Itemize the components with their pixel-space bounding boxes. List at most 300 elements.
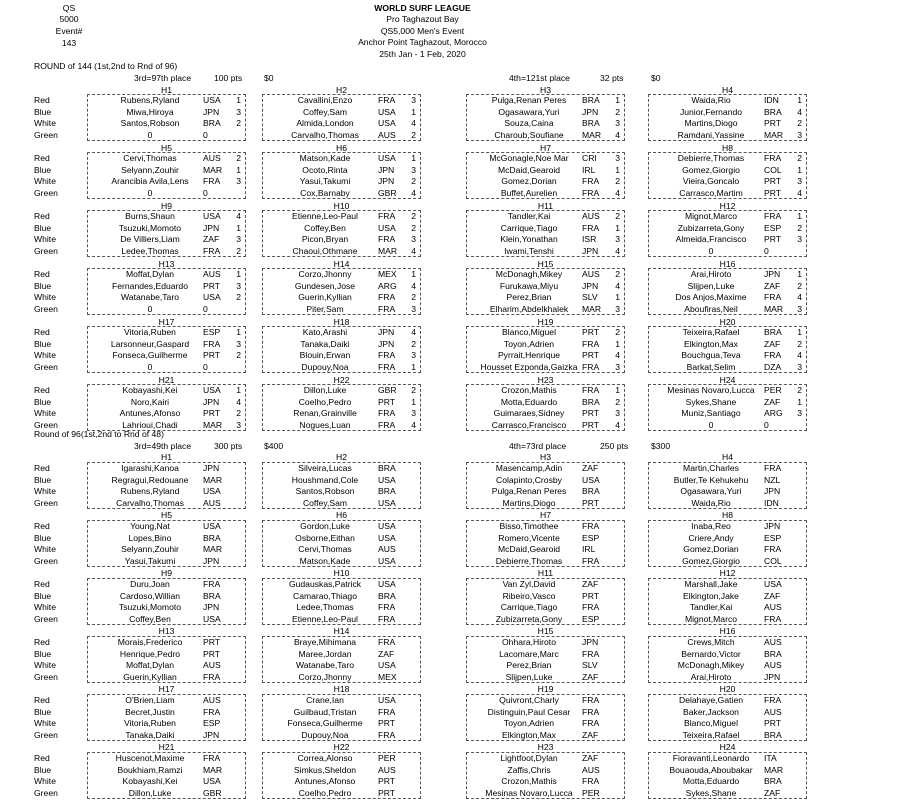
surfer-country: USA	[764, 579, 782, 589]
jersey-color-label: White	[34, 176, 56, 186]
surfer-name: Mesinas Novaro,Lucca	[667, 385, 755, 395]
surfer-name: Vitoria,Ruben	[124, 327, 176, 337]
surfer-name: Lopes,Bino	[128, 532, 172, 543]
surfer-country: FRA	[378, 637, 396, 647]
surfer-country: ZAF	[582, 729, 599, 740]
surfer-country: USA	[378, 118, 396, 128]
surfer-place: 2	[411, 129, 416, 140]
surfer-place: 1	[411, 269, 416, 279]
surfer-name: Coelho,Pedro	[298, 787, 352, 798]
surfer-name: Igarashi,Kanoa	[121, 463, 179, 473]
jersey-color-label: Blue	[34, 396, 52, 407]
heat-number: H17	[158, 684, 175, 694]
surfer-place: 1	[797, 211, 802, 221]
surfer-place: 4	[615, 350, 620, 360]
heat-number: H15	[537, 626, 554, 636]
surfer-place: 4	[797, 106, 802, 117]
surfer-country: BRA	[378, 486, 396, 496]
surfer-place: 1	[236, 164, 241, 175]
surfer-place: 3	[615, 234, 620, 244]
surfer-place: 4	[615, 419, 620, 430]
surfer-name: Slijpen,Luke	[687, 280, 735, 291]
surfer-country: AUS	[764, 637, 782, 647]
surfer-name: Camarao,Thiago	[292, 590, 357, 601]
surfer-place: 4	[411, 327, 416, 337]
surfer-country: FRA	[378, 419, 396, 430]
surfer-country: USA	[203, 385, 221, 395]
surfer-place: 1	[411, 106, 416, 117]
surfer-name: Baker,Jackson	[683, 706, 739, 717]
event-line-1: QS5,000 Men's Event	[380, 25, 465, 36]
surfer-name: Martins,Diogo	[684, 118, 738, 128]
surfer-name: Colapinto,Crosby	[496, 474, 562, 485]
surfer-name: Slijpen,Luke	[505, 671, 553, 682]
surfer-name: Almeida,Francisco	[675, 234, 747, 244]
surfer-place: 2	[797, 280, 802, 291]
surfer-place: 4	[615, 245, 620, 256]
surfer-place: 1	[615, 292, 620, 302]
third-place-label: 3rd=49th place	[134, 441, 192, 451]
surfer-country: IRL	[582, 164, 596, 175]
heat-number: H3	[540, 85, 551, 95]
heat-number: H9	[161, 201, 172, 211]
surfer-name: Muniz,Santiago	[681, 408, 741, 418]
surfer-name: Miwa,Hiroya	[126, 106, 174, 117]
surfer-country: JPN	[378, 327, 395, 337]
surfer-country: AUS	[378, 764, 396, 775]
surfer-place: 3	[797, 361, 802, 372]
third-place-points: 100 pts	[214, 73, 243, 83]
surfer-name: Yasui,Takumi	[124, 555, 176, 566]
surfer-country: FRA	[582, 222, 600, 233]
surfer-name: Etienne,Leo-Paul	[292, 211, 358, 221]
surfer-country: FRA	[378, 303, 396, 314]
heat-number: H23	[537, 375, 554, 385]
surfer-name: Sykes,Shane	[685, 787, 737, 798]
surfer-country: USA	[378, 521, 396, 531]
surfer-country: JPN	[203, 106, 220, 117]
jersey-color-label: Green	[34, 671, 58, 682]
heat-number: H24	[719, 742, 736, 752]
surfer-country: AUS	[203, 269, 221, 279]
surfer-name: Pulga,Renan Peres	[491, 95, 567, 105]
surfer-country: MAR	[582, 129, 602, 140]
jersey-color-label: Blue	[34, 474, 52, 485]
surfer-name: Ribeiro,Vasco	[502, 590, 556, 601]
surfer-country: BRA	[582, 118, 600, 128]
surfer-name: Blanco,Miguel	[502, 327, 556, 337]
surfer-country: GBR	[378, 187, 397, 198]
surfer-country: IRL	[582, 544, 596, 554]
surfer-place: 4	[411, 419, 416, 430]
jersey-color-label: White	[34, 292, 56, 302]
surfer-name: Masencamp,Adin	[495, 463, 563, 473]
surfer-country: USA	[203, 521, 221, 531]
surfer-name: Souza,Caina	[504, 118, 554, 128]
surfer-country: JPN	[378, 164, 395, 175]
heat-number: H14	[333, 626, 350, 636]
surfer-country: FRA	[378, 292, 396, 302]
surfer-country: ZAF	[764, 280, 781, 291]
surfer-country: JPN	[764, 269, 781, 279]
jersey-color-label: Red	[34, 463, 50, 473]
surfer-name: Carrasco,Francisco	[491, 419, 567, 430]
surfer-name: 0	[708, 419, 714, 430]
surfer-name: Cardoso,Willian	[119, 590, 181, 601]
surfer-country: BRA	[203, 118, 221, 128]
surfer-place: 3	[236, 234, 241, 244]
surfer-name: Dupouy,Noa	[301, 729, 349, 740]
surfer-country: PRT	[582, 497, 600, 508]
surfer-country: CRI	[582, 153, 597, 163]
surfer-country: BRA	[582, 396, 600, 407]
surfer-country: PRT	[764, 118, 782, 128]
heat-number: H23	[537, 742, 554, 752]
surfer-country: PRT	[764, 234, 782, 244]
surfer-country: JPN	[378, 338, 395, 349]
surfer-country: PRT	[203, 408, 221, 418]
surfer-place: 3	[615, 118, 620, 128]
surfer-country: IDN	[764, 497, 779, 508]
surfer-name: McDonagh,Mikey	[677, 660, 745, 670]
surfer-name: Zaffis,Chris	[507, 764, 551, 775]
surfer-country: BRA	[582, 95, 600, 105]
surfer-country: ISR	[582, 234, 597, 244]
surfer-country: MEX	[378, 671, 397, 682]
surfer-name: Marshall,Jake	[684, 579, 738, 589]
surfer-country: FRA	[764, 544, 782, 554]
surfer-country: FRA	[582, 718, 600, 728]
heat-number: H2	[336, 452, 347, 462]
surfer-name: Moffat,Dylan	[125, 660, 175, 670]
heat-number: H7	[540, 510, 551, 520]
surfer-name: Motta,Eduardo	[500, 396, 558, 407]
surfer-country: MAR	[203, 544, 223, 554]
surfer-name: Boukhiam,Ramzi	[117, 764, 183, 775]
event-info-2: Event#	[55, 26, 83, 36]
surfer-name: Elkington,Max	[684, 338, 738, 349]
surfer-name: Cox,Barnaby	[300, 187, 350, 198]
surfer-place: 2	[411, 176, 416, 186]
surfer-name: Gomez,Giorgio	[682, 164, 740, 175]
surfer-country: ZAF	[764, 787, 781, 798]
surfer-place: 4	[236, 396, 241, 407]
jersey-color-label: White	[34, 118, 56, 128]
surfer-country: ITA	[764, 753, 777, 763]
surfer-country: AUS	[203, 695, 221, 705]
surfer-name: Dos Anjos,Maxime	[675, 292, 747, 302]
surfer-place: 3	[411, 234, 416, 244]
heat-number: H12	[719, 201, 736, 211]
surfer-place: 3	[236, 338, 241, 349]
surfer-country: ESP	[582, 532, 600, 543]
surfer-name: Elkington,Jake	[683, 590, 739, 601]
surfer-name: Bouchgua,Teva	[681, 350, 741, 360]
surfer-name: Houshmand,Cole	[291, 474, 359, 485]
surfer-country: JPN	[203, 396, 220, 407]
surfer-name: Lacomare,Marc	[499, 648, 559, 659]
surfer-country: IDN	[764, 95, 779, 105]
surfer-place: 1	[615, 164, 620, 175]
surfer-name: Braye,Mihimana	[293, 637, 357, 647]
surfer-country: PRT	[203, 637, 221, 647]
surfer-country: PRT	[203, 350, 221, 360]
surfer-country: FRA	[582, 338, 600, 349]
surfer-place: 2	[797, 385, 802, 395]
surfer-country: JPN	[582, 106, 599, 117]
surfer-name: Debierre,Thomas	[677, 153, 745, 163]
jersey-color-label: White	[34, 660, 56, 670]
surfer-name: Simkus,Sheldon	[293, 764, 357, 775]
event-line-2: Anchor Point Taghazout, Morocco	[358, 37, 487, 47]
surfer-country: FRA	[378, 350, 396, 360]
jersey-color-label: Green	[34, 555, 58, 566]
surfer-country: BRA	[203, 532, 221, 543]
surfer-place: 2	[411, 338, 416, 349]
surfer-country: ZAF	[582, 579, 599, 589]
heat-number: H21	[158, 742, 175, 752]
surfer-country: FRA	[378, 613, 396, 624]
surfer-country: ESP	[203, 327, 221, 337]
surfer-name: Perez,Brian	[506, 292, 552, 302]
jersey-color-label: Green	[34, 303, 58, 314]
surfer-name: Carrique,Tiago	[500, 602, 558, 612]
heat-number: H22	[333, 742, 350, 752]
surfer-name: Crews,Mitch	[687, 637, 735, 647]
jersey-color-label: Blue	[34, 222, 52, 233]
surfer-name: Delahaye,Gatien	[678, 695, 744, 705]
surfer-name: Fernandes,Eduardo	[112, 280, 188, 291]
jersey-color-label: Green	[34, 361, 58, 372]
surfer-name: Coelho,Pedro	[298, 396, 352, 407]
surfer-name: McDaid,Gearoid	[497, 164, 561, 175]
surfer-country: FRA	[203, 579, 221, 589]
surfer-name: Gomez,Giorgio	[682, 555, 740, 566]
surfer-country: ZAF	[764, 590, 781, 601]
surfer-country: PRT	[378, 776, 396, 786]
surfer-country: USA	[203, 292, 221, 302]
surfer-name: Crozon,Mathis	[501, 776, 557, 786]
jersey-color-label: Red	[34, 385, 50, 395]
surfer-place: 2	[411, 385, 416, 395]
surfer-name: Henrique,Pedro	[119, 648, 181, 659]
surfer-place: 3	[236, 106, 241, 117]
jersey-color-label: White	[34, 350, 56, 360]
surfer-name: Fioravanti,Leonardo	[672, 753, 750, 763]
surfer-name: Moffat,Dylan	[125, 269, 175, 279]
surfer-country: FRA	[203, 671, 221, 682]
fourth-place-points: 250 pts	[600, 441, 629, 451]
heat-number: H1	[161, 85, 172, 95]
fourth-place-prize: $300	[651, 441, 671, 451]
surfer-name: Van Zyl,David	[502, 579, 556, 589]
heat-number: H24	[719, 375, 736, 385]
surfer-country: FRA	[582, 648, 600, 659]
surfer-country: USA	[378, 579, 396, 589]
surfer-country: 0	[203, 187, 208, 198]
jersey-color-label: Blue	[34, 706, 52, 717]
surfer-name: Guilbaud,Tristan	[293, 706, 357, 717]
surfer-name: Dupouy,Noa	[301, 361, 349, 372]
surfer-name: 0	[147, 303, 153, 314]
surfer-country: FRA	[764, 350, 782, 360]
surfer-place: 1	[411, 361, 416, 372]
surfer-country: ESP	[764, 532, 782, 543]
surfer-country: FRA	[203, 176, 221, 186]
surfer-name: Inaba,Reo	[691, 521, 731, 531]
surfer-name: Young,Nat	[130, 521, 170, 531]
jersey-color-label: White	[34, 234, 56, 244]
surfer-place: 2	[236, 118, 241, 128]
surfer-name: Becret,Justin	[125, 706, 175, 717]
surfer-country: BRA	[764, 776, 782, 786]
surfer-name: Vitoria,Ruben	[124, 718, 176, 728]
surfer-place: 4	[411, 245, 416, 256]
surfer-place: 1	[236, 222, 241, 233]
surfer-name: Lightfoot,Dylan	[500, 753, 558, 763]
surfer-country: JPN	[582, 280, 599, 291]
surfer-country: PRT	[203, 280, 221, 291]
surfer-country: FRA	[582, 361, 600, 372]
surfer-place: 1	[411, 396, 416, 407]
surfer-name: Guimaraes,Sidney	[493, 408, 565, 418]
surfer-name: Carvalho,Thomas	[116, 497, 184, 508]
round-title: ROUND of 144 (1st,2nd to Rnd of 96)	[34, 61, 178, 71]
surfer-country: BRA	[764, 729, 782, 740]
surfer-name: Osborne,Eithan	[295, 532, 355, 543]
surfer-country: AUS	[203, 497, 221, 508]
surfer-place: 2	[411, 292, 416, 302]
jersey-color-label: Blue	[34, 280, 52, 291]
surfer-name: Mesinas Novaro,Lucca	[485, 787, 573, 798]
surfer-country: JPN	[203, 602, 220, 612]
surfer-name: Furukawa,Miyu	[499, 280, 559, 291]
surfer-place: 1	[797, 396, 802, 407]
jersey-color-label: White	[34, 776, 56, 786]
surfer-name: Vieira,Goncalo	[682, 176, 740, 186]
surfer-country: FRA	[582, 176, 600, 186]
surfer-name: Zubizarreta,Gony	[677, 222, 745, 233]
surfer-name: Arai,Hiroto	[690, 671, 732, 682]
surfer-country: 0	[764, 419, 769, 430]
heat-number: H5	[161, 143, 172, 153]
jersey-color-label: Red	[34, 521, 50, 531]
event-line-3: 25th Jan - 1 Feb, 2020	[379, 48, 466, 59]
jersey-color-label: Green	[34, 187, 58, 198]
round-title: Round of 96(1st,2nd to Rnd of 48)	[34, 429, 164, 439]
surfer-country: AUS	[582, 211, 600, 221]
surfer-name: McDonagh,Mikey	[495, 269, 563, 279]
fourth-place-label: 4th=73rd place	[509, 441, 567, 451]
heat-number: H17	[158, 317, 175, 327]
surfer-place: 3	[411, 164, 416, 175]
surfer-country: USA	[378, 695, 396, 705]
heat-number: H9	[161, 568, 172, 578]
surfer-name: Noro,Kairi	[130, 396, 170, 407]
surfer-country: FRA	[582, 187, 600, 198]
heat-number: H10	[333, 568, 350, 578]
surfer-name: Chaoui,Othmane	[292, 245, 358, 256]
surfer-name: Zubizarreta,Gony	[495, 613, 563, 624]
surfer-name: Buffet,Aurelien	[500, 187, 558, 198]
heat-number: H11	[537, 568, 554, 578]
surfer-name: De Villiers,Liam	[120, 234, 180, 244]
surfer-place: 3	[615, 303, 620, 314]
surfer-country: JPN	[203, 222, 220, 233]
surfer-name: Arai,Hiroto	[690, 269, 732, 279]
surfer-country: PER	[582, 787, 600, 798]
surfer-country: PRT	[203, 648, 221, 659]
surfer-country: USA	[378, 474, 396, 485]
surfer-country: BRA	[378, 463, 396, 473]
surfer-country: FRA	[582, 521, 600, 531]
surfer-place: 4	[615, 129, 620, 140]
surfer-name: Corzo,Jhonny	[298, 671, 352, 682]
surfer-country: SLV	[582, 660, 598, 670]
surfer-place: 2	[236, 153, 241, 163]
surfer-country: PRT	[378, 396, 396, 407]
surfer-name: Antunes,Afonso	[294, 776, 356, 786]
heat-number: H18	[333, 684, 350, 694]
jersey-color-label: Green	[34, 497, 58, 508]
surfer-country: FRA	[378, 729, 396, 740]
surfer-country: FRA	[582, 706, 600, 717]
surfer-place: 4	[236, 211, 241, 221]
surfer-name: Cavallini,Enzo	[297, 95, 353, 105]
jersey-color-label: Red	[34, 211, 50, 221]
surfer-country: ZAF	[582, 671, 599, 682]
jersey-color-label: Red	[34, 579, 50, 589]
surfer-country: FRA	[378, 361, 396, 372]
surfer-country: MAR	[378, 245, 398, 256]
third-place-prize: $0	[264, 73, 274, 83]
surfer-name: Tsuzuki,Momoto	[118, 222, 182, 233]
surfer-name: Coffey,Ben	[304, 222, 346, 233]
surfer-country: MAR	[203, 164, 223, 175]
surfer-name: Duru,Joan	[130, 579, 170, 589]
surfer-country: 0	[203, 129, 208, 140]
surfer-country: FRA	[378, 211, 396, 221]
surfer-name: Lahrioui,Chadi	[122, 419, 178, 430]
surfer-country: USA	[203, 95, 221, 105]
surfer-place: 1	[615, 95, 620, 105]
surfer-country: AUS	[764, 602, 782, 612]
surfer-place: 2	[411, 222, 416, 233]
surfer-name: Klein,Yonathan	[500, 234, 558, 244]
surfer-name: Etienne,Leo-Paul	[292, 613, 358, 624]
surfer-place: 3	[411, 95, 416, 105]
surfer-place: 3	[411, 303, 416, 314]
surfer-name: Tsuzuki,Momoto	[118, 602, 182, 612]
surfer-place: 2	[411, 211, 416, 221]
surfer-place: 3	[236, 419, 241, 430]
surfer-name: Nogues,Luan	[299, 419, 351, 430]
surfer-place: 3	[797, 303, 802, 314]
surfer-country: JPN	[764, 486, 781, 496]
surfer-name: Coffey,Sam	[302, 497, 348, 508]
surfer-name: Maree,Jordan	[298, 648, 352, 659]
surfer-country: 0	[203, 303, 208, 314]
surfer-name: Aboufiras,Neil	[684, 303, 738, 314]
surfer-name: 0	[147, 129, 153, 140]
surfer-country: JPN	[203, 729, 220, 740]
surfer-country: AUS	[203, 660, 221, 670]
surfer-country: BRA	[203, 590, 221, 601]
surfer-name: Fonseca,Guilherme	[112, 350, 188, 360]
surfer-country: 0	[764, 245, 769, 256]
heat-number: H6	[336, 510, 347, 520]
surfer-country: PRT	[764, 718, 782, 728]
